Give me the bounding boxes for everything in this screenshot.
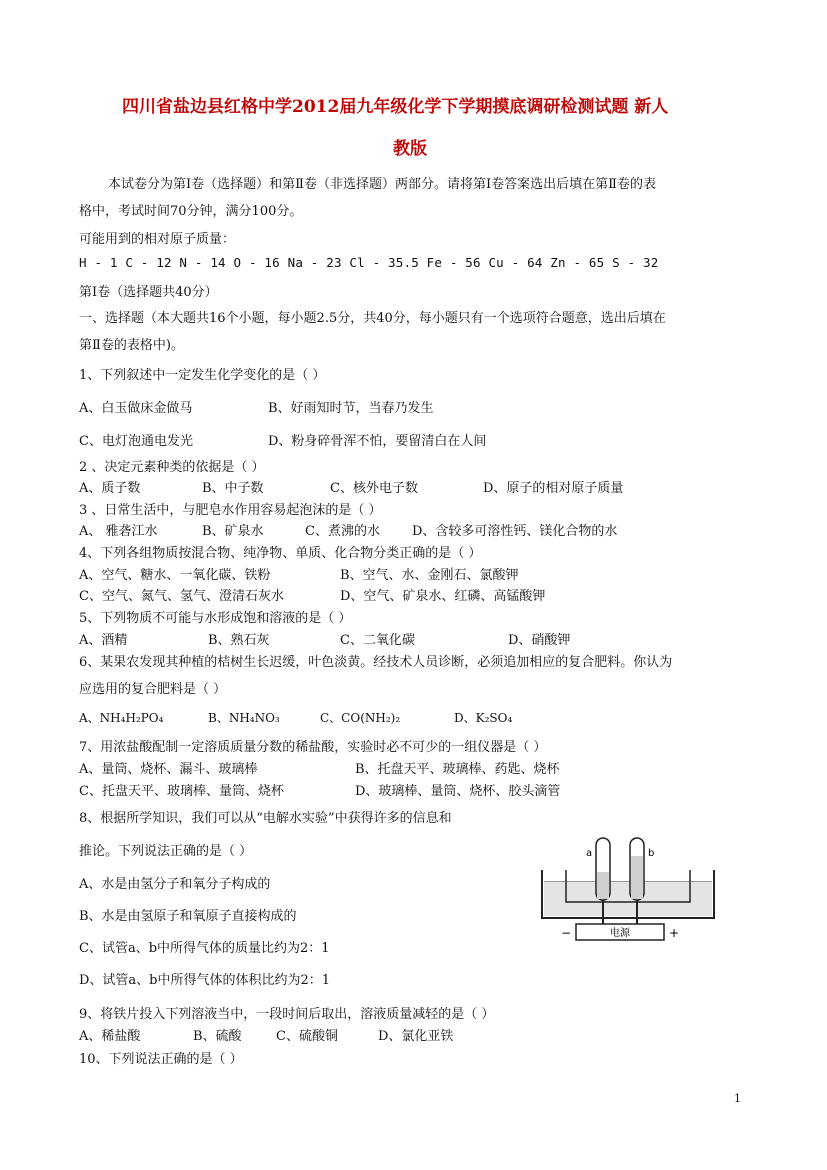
minus-sign: − [560, 926, 572, 940]
question-5-stem: 5、下列物质不可能与水形成饱和溶液的是（ ） [79, 611, 352, 626]
question-5-option-b: B、熟石灰 [208, 633, 270, 648]
atomic-mass-label: 可能用到的相对原子质量： [79, 232, 236, 247]
question-3-stem: 3 、日常生活中，与肥皂水作用容易起泡沫的是（ ） [79, 503, 382, 518]
question-7-stem: 7、用浓盐酸配制一定溶质质量分数的稀盐酸，实验时必不可少的一组仪器是（ ） [79, 740, 547, 755]
question-1-stem: 1、下列叙述中一定发生化学变化的是（ ） [79, 368, 326, 383]
question-7-option-b: B、托盘天平、玻璃棒、药匙、烧杯 [355, 762, 560, 777]
question-1-option-a: A、白玉做床金做马 [79, 401, 193, 416]
question-8-stem-line-2: 推论。下列说法正确的是（ ） [79, 844, 253, 859]
question-7-option-c: C、托盘天平、玻璃棒、量筒、烧杯 [79, 784, 284, 799]
question-6-stem-line-2: 应选用的复合肥料是（ ） [79, 682, 227, 697]
plus-sign: + [668, 926, 680, 940]
question-9-option-d: D、氯化亚铁 [378, 1029, 454, 1044]
question-2-option-a: A、质子数 [79, 481, 141, 496]
question-3-option-d: D、含较多可溶性钙、镁化合物的水 [412, 524, 618, 539]
question-1-option-d: D、粉身碎骨浑不怕，要留清白在人间 [268, 434, 487, 449]
question-1-option-b: B、好雨知时节，当春乃发生 [268, 401, 434, 416]
tube-b-label: b [648, 848, 655, 859]
question-4-option-d: D、空气、矿泉水、红磷、高锰酸钾 [340, 589, 546, 604]
intro-line-1: 本试卷分为第Ⅰ卷（选择题）和第Ⅱ卷（非选择题）两部分。请将第Ⅰ卷答案选出后填在第Ⅱ卷的表 [108, 177, 656, 192]
intro-line-2: 格中，考试时间70分钟，满分100分。 [79, 204, 303, 219]
question-5-option-a: A、酒精 [79, 633, 128, 648]
question-9-stem: 9、将铁片投入下列溶液当中，一段时间后取出，溶液质量减轻的是（ ） [79, 1007, 495, 1022]
question-6-stem-line-1: 6、某果农发现其种植的桔树生长迟缓，叶色淡黄。经技术人员诊断，必须追加相应的复合肥料。你认为 [79, 655, 673, 670]
question-4-option-c: C、空气、氮气、氢气、澄清石灰水 [79, 589, 284, 604]
title-line-2: 教版 [393, 139, 427, 159]
section-1-line-1: 一、选择题（本大题共16个小题，每小题2.5分，共40分，每小题只有一个选项符合题意，选出后填在 [79, 311, 666, 326]
question-4-stem: 4、下列各组物质按混合物、纯净物、单质、化合物分类正确的是（ ） [79, 546, 482, 561]
question-10-stem: 10、下列说法正确的是（ ） [79, 1052, 243, 1067]
question-8-stem-line-1: 8、根据所学知识，我们可以从“电解水实验”中获得许多的信息和 [79, 811, 452, 826]
question-3-option-b: B、矿泉水 [202, 524, 264, 539]
question-3-option-a: A、 雅砻江水 [79, 524, 158, 539]
question-2-stem: 2 、决定元素种类的依据是（ ） [79, 460, 265, 475]
question-3-option-c: C、煮沸的水 [305, 524, 380, 539]
question-8-option-b: B、水是由氢原子和氧原子直接构成的 [79, 909, 297, 924]
question-4-option-a: A、空气、糖水、一氧化碳、铁粉 [79, 568, 271, 583]
question-7-option-d: D、玻璃棒、量筒、烧杯、胶头滴管 [355, 784, 561, 799]
question-8-option-d: D、试管a、b中所得气体的体积比约为2：1 [79, 973, 331, 988]
question-6-option-a: A、NH₄H₂PO₄ [79, 711, 164, 725]
question-2-option-c: C、核外电子数 [330, 481, 418, 496]
tube-a-label: a [586, 848, 593, 859]
question-7-option-a: A、量筒、烧杯、漏斗、玻璃棒 [79, 762, 258, 777]
question-2-option-d: D、原子的相对原子质量 [483, 481, 624, 496]
question-8-option-c: C、试管a、b中所得气体的质量比约为2：1 [79, 941, 330, 956]
page-number: 1 [734, 1092, 741, 1105]
question-4-option-b: B、空气、水、金刚石、氯酸钾 [340, 568, 519, 583]
question-5-option-c: C、二氧化碳 [340, 633, 415, 648]
title-line-1: 四川省盐边县红格中学2012届九年级化学下学期摸底调研检测试题 新人 [122, 97, 669, 117]
question-6-option-c: C、CO(NH₂)₂ [320, 711, 401, 725]
atomic-mass-list: H - 1 C - 12 N - 14 O - 16 Na - 23 Cl - 35.5 Fe - 56 Cu - 64 Zn - 65 S - 32 [79, 255, 659, 270]
question-6-option-b: B、NH₄NO₃ [208, 711, 280, 725]
question-8-option-a: A、水是由氢分子和氧分子构成的 [79, 877, 271, 892]
question-2-option-b: B、中子数 [202, 481, 264, 496]
part-1-heading: 第Ⅰ卷（选择题共40分） [79, 285, 218, 300]
question-9-option-c: C、硫酸铜 [276, 1029, 338, 1044]
section-1-line-2: 第Ⅱ卷的表格中)。 [79, 338, 184, 353]
question-5-option-d: D、硝酸钾 [508, 633, 571, 648]
question-1-option-c: C、电灯泡通电发光 [79, 434, 193, 449]
question-9-option-a: A、稀盐酸 [79, 1029, 141, 1044]
electrolysis-apparatus-diagram [536, 830, 720, 948]
question-6-option-d: D、K₂SO₄ [454, 711, 513, 725]
power-source-label: 电源 [610, 928, 630, 939]
question-9-option-b: B、硫酸 [193, 1029, 242, 1044]
